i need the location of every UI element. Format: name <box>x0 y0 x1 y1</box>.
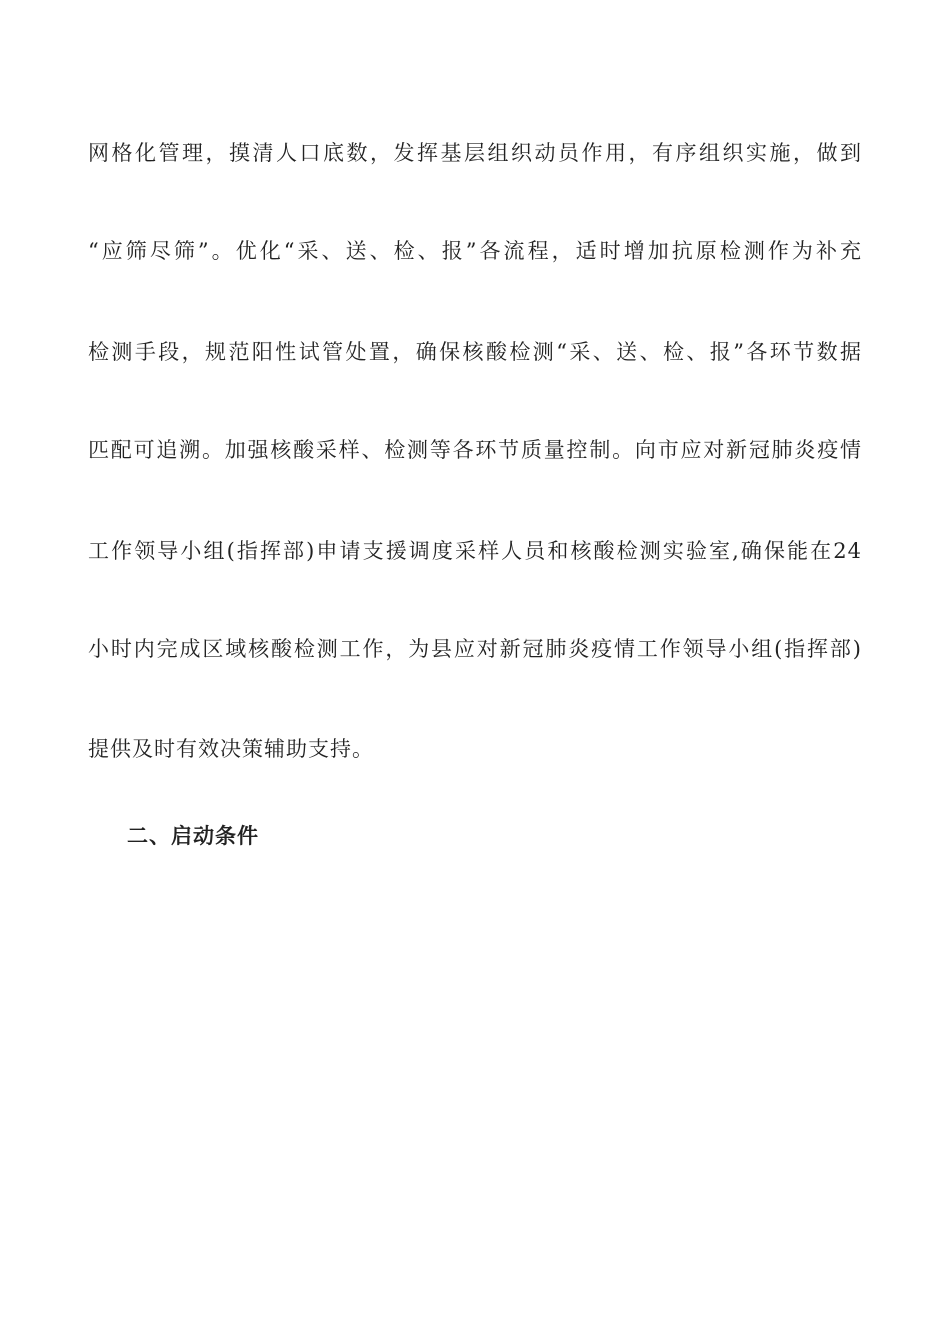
paragraph-line-6: 小时内完成区域核酸检测工作，为县应对新冠肺炎疫情工作领导小组(指挥部) <box>88 637 862 661</box>
paragraph-line-2: “应筛尽筛”。优化“采、送、检、报”各流程，适时增加抗原检测作为补充 <box>88 239 862 263</box>
paragraph-line-1: 网格化管理，摸清人口底数，发挥基层组织动员作用，有序组织实施，做到 <box>88 141 862 165</box>
section-heading: 二、启动条件 <box>127 823 259 848</box>
paragraph-line-5: 工作领导小组(指挥部)申请支援调度采样人员和核酸检测实验室,确保能在24 <box>88 539 862 563</box>
paragraph-line-4: 匹配可追溯。加强核酸采样、检测等各环节质量控制。向市应对新冠肺炎疫情 <box>88 438 862 462</box>
paragraph-line-7: 提供及时有效决策辅助支持。 <box>88 737 374 761</box>
paragraph-line-3: 检测手段，规范阳性试管处置，确保核酸检测“采、送、检、报”各环节数据 <box>88 340 862 364</box>
